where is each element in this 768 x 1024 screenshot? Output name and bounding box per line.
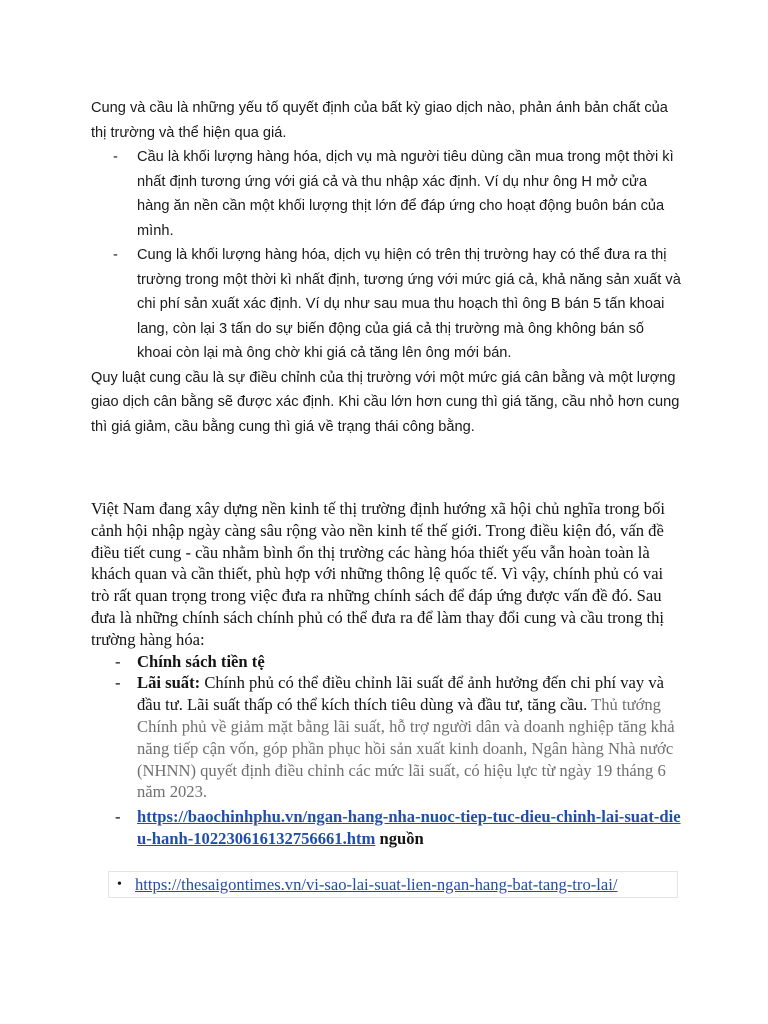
list-item-supply	[91, 243, 681, 366]
list-item-text: Cầu là khối lượng hàng hóa, dịch vụ mà người tiêu dùng cần mua trong một thời kì nhất định tương ứng với giá cả và thu nhập xác định. Ví dụ như ông H mở cửa hàng ăn nền cần một khối lượng thịt lớn để đáp ứng cho hoạt động buôn bán của mình.	[137, 149, 674, 239]
dash-bullet: -	[113, 247, 118, 263]
policy-intro-paragraph: Việt Nam đang xây dựng nền kinh tế thị trường định hướng xã hội chủ nghĩa trong bối cảnh hội nhập ngày càng sâu rộng vào nền kinh tế thế giới. Trong điều kiện đó, vấn đề điều tiết cung - cầu nhằm bình ổn thị trường các hàng hóa thiết yếu vẫn hoàn toàn là khách quan và cần thiết, phù hợp với những thông lệ quốc tế. Vì vậy, chính phủ có vai trò rất quan trọng trong việc đưa ra những chính sách để đáp ứng được vấn đề đó. Sau đưa là những chính sách chính phủ có thể đưa ra để làm thay đổi cung và cầu trong thị trường hàng hóa:	[91, 499, 665, 649]
list-item-demand	[91, 145, 681, 243]
thesaigontimes-link[interactable]: https://thesaigontimes.vn/vi-sao-lai-suat-lien-ngan-hang-bat-tang-tro-lai/	[135, 875, 618, 894]
dash-bullet: -	[113, 149, 118, 165]
definition-list	[91, 145, 681, 366]
intro-paragraph: Cung và cầu là những yếu tố quyết định của bất kỳ giao dịch nào, phản ánh bản chất của thị trường và thể hiện qua giá.	[91, 100, 668, 141]
dash-bullet: -	[115, 673, 121, 693]
list-item-monetary-policy	[91, 651, 681, 673]
list-item-text: Cung là khối lượng hàng hóa, dịch vụ hiện có trên thị trường hay có thể đưa ra thị trường trong một thời kì nhất định, tương ứng với mức giá cả, khả năng sản xuất và chi phí sản xuất xác định. Ví dụ như sau mua thu hoạch thì ông B bán 5 tấn khoai lang, còn lại 3 tấn do sự biến động của giá cả thị trường mà ông không bán số khoai còn lại mà ông chờ khi giá cả tăng lên ông mới bán.	[137, 247, 681, 361]
dash-bullet: -	[115, 807, 121, 827]
section-supply-demand	[91, 96, 681, 439]
interest-quote: Thủ tướng Chính phủ về giảm mặt bằng lãi suất, hỗ trợ người dân và doanh nghiệp tăng khả năng tiếp cận vốn, góp phần phục hồi sản xuất kinh doanh, Ngân hàng Nhà nước (NHNN) quyết định điều chỉnh các mức lãi suất, có hiệu lực từ ngày 19 tháng 6 năm 2023.	[137, 695, 675, 802]
interest-label: Lãi suất:	[137, 673, 201, 693]
list-item-interest-rate	[91, 672, 681, 803]
source-label: nguồn	[375, 828, 424, 848]
dot-bullet: •	[117, 877, 122, 892]
dash-bullet: -	[115, 651, 121, 671]
list-item-source-link	[91, 806, 681, 850]
baochinhphu-link[interactable]: https://baochinhphu.vn/ngan-hang-nha-nuoc-tiep-tuc-dieu-chinh-lai-suat-dieu-hanh-102230616132756661.htm	[137, 807, 681, 848]
policy-heading: Chính sách tiền tệ	[137, 651, 265, 671]
interest-text: Chính phủ có thể điều chỉnh lãi suất để ảnh hưởng đến chi phí vay và đầu tư. Lãi suất thấp có thể kích thích tiêu dùng và đầu tư, tăng cầu.	[137, 673, 665, 715]
law-paragraph: Quy luật cung cầu là sự điều chỉnh của thị trường với một mức giá cân bằng và một lượng giao dịch cân bằng sẽ được xác định. Khi cầu lớn hơn cung thì giá tăng, cầu nhỏ hơn cung thì giá giảm, cầu bằng cung thì giá về trạng thái công bằng.	[91, 369, 680, 435]
policy-list	[91, 651, 681, 850]
link-box	[108, 871, 678, 898]
section-government-policy	[91, 498, 681, 850]
